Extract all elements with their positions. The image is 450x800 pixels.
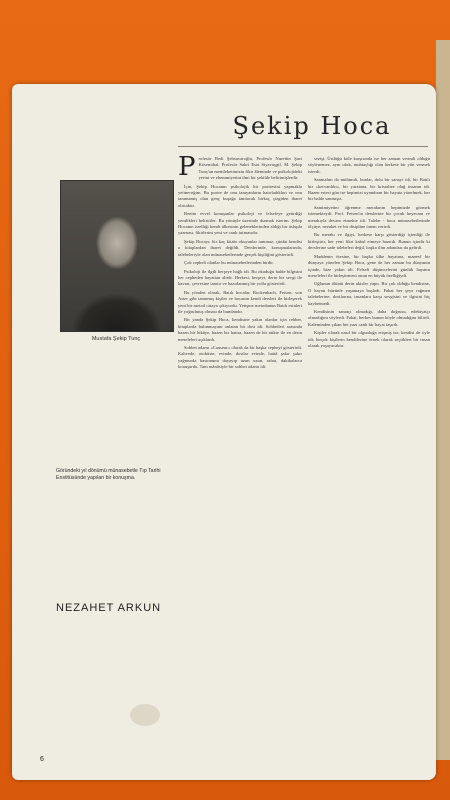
paragraph: sezişi; Üstlüğü kitle karşısında ise her zaman verimli olduğu söylenemez, aynı ufuk, muhtaçlığı olan herkese bir yön vermek isterdi. bbox=[308, 156, 430, 174]
paragraph: Benim evvel konuşanlar psikoloji ve felsefeye getirdiği yenilikleri belirttiler. Bu yönüyle üzerinde durmak isterim. Şekip Hocanın özelliği kendi ülkesinin geleneklerinden aldığı bir üslupla yazması, fikirlerini yeni ve canlı tutmasıdır. bbox=[178, 211, 302, 236]
portrait-photo bbox=[60, 180, 174, 332]
paragraph: rofesör Bedi Şehsuvaroğlu, Profesör Nurettin Şazi Kösemihal, Profesör Sabri Esat Siyavuşgil, M. Şekip Tunç'un memleketimizin fikir âleminde ve psikolojideki yerini ve ehemmiyetini ilmi bir şekilde belirtmişlerdir. bbox=[198, 156, 302, 181]
paragraph: Psikoloji ile ilgili herşeye bağlı idi. Bu okuduğu halde bilgisini her cepheden hayattan alırdı. Herkesi, herşeyi, derin bir sevgi ile kavrar, çevresine tanıtır ve hazırlanmış bir yolla gösterirdi. bbox=[178, 268, 302, 287]
next-page-edge bbox=[436, 40, 450, 760]
paragraph: Şekip Hocayı, bir kaç kitabı okuyanlar tanımaz; çünkü kendisi o kitaplardan ibaret değildi. Derslerinde, konuşmalarında, talebeleriyle olan münasebetlerinde gerçek kişiliğini gösterirdi. bbox=[178, 238, 302, 257]
drop-cap: P bbox=[178, 156, 196, 182]
article-title: Şekip Hoca bbox=[232, 112, 392, 140]
paragraph: İçin, Şekip Hocanın psikolojik bir portresini yapmakla yetineceğim. Bu portre de onu tanıyanların hatırladıkları ve onu tanımamış olan genç kuşağa tanıtacak birkaç çizgiden ibaret olacaktır. bbox=[178, 183, 302, 208]
page-number: 6 bbox=[40, 756, 44, 763]
title-rule bbox=[178, 146, 428, 147]
side-note: Göründeki yıl dönümü münasebetle Tıp Tarihi Enstitüsünde yapılan bir konuşma. bbox=[56, 468, 161, 481]
paper-stain bbox=[130, 704, 160, 726]
paragraph: Samimiyetini öğrenme merakının hepimizde görmek istemekteydi. Prof. Fetsen'in derslerine bir çocuk heyecanı ve merakıyla devam etmekte idi. Talebe - hoca münasebetlerinde ölçüye, nezaket ve bir disipline önem verirdi. bbox=[308, 204, 430, 230]
author-name: NEZAHET ARKUN bbox=[56, 602, 162, 614]
paragraph: Kendisinin sanatçı olmadığı, daha doğrusu, edebiyatçı olmadığını söylerdi. Fakat, herkes bunun böyle olmadığını bilirdi. Kaleminden çıkan her yazı canlı bir hayat taşırdı. bbox=[308, 308, 430, 327]
photo-caption: Mustafa Şekip Tunç bbox=[91, 336, 141, 342]
paragraph: Sanmalım da mühimdi, bunlar, dolu bir sanayi idi, bir Batılı bir «kervanlıkt», bir yaratana, bir kristalize olağ insanın idi. Bazen ertesi gün ise hepimizi uyandıran bir hayata yönelmek, her bir halde sanmışız. bbox=[308, 177, 430, 202]
paragraph: Çok cepheli olanlar bu münasebetlerinden birdir. bbox=[184, 260, 274, 266]
column-1-body bbox=[178, 156, 302, 371]
paragraph: Sohbet adamı «Causeur» olarak da bir başka cepheyi gösterirdi. Kahvede, otobüste, evinde, dostlar evinde, hattâ şakır şakır yağmurda bastonunu dayayıp uzun uzun, rahat, dakikalarca konuşurdu. Tam mânâsiyle bir sohbet adamı idi. bbox=[178, 344, 302, 370]
paragraph: Maddenin ötesine, bir başka ülke hayatına, manevî bir dünyaya yönelen Şekip Hoca, gene de her zaman bu dünyanın içinde, bize yakın idi. Felsefi düşüncelerini günlük hayatın meseleleri ile birleştirmesi onun en büyük özelliğiydi. bbox=[308, 253, 430, 278]
paragraph: Oğlunun ölümü derin akisler yaptı. Bir çok olduğu kendisine, O hayatı hüzünle yaşamaya başladı. Fakat her şeye rağmen talebelerine, dostlarına, insanlara karşı sevgisini ve ilgisini hiç kaybetmedi. bbox=[308, 281, 430, 306]
paragraph: Bu yönden olarak, Batılı hocalar, Rockenbach, Fetsen, von Aster gibi tanınmış kişiler ve hocanın kendi dersleri ile birleşerek yeni bir metod ortaya çıkıyordu. Yetişme metodunun Batılı esinleri ile yoğrulmuş olması da bundandır. bbox=[178, 289, 302, 314]
magazine-page bbox=[12, 84, 436, 780]
text-column-2 bbox=[308, 156, 430, 760]
paragraph: Kişiler olarak nasıl bir olgunluğa erişmiş ise, kendisi de öyle idi; birçok kişilerin kendilerine örnek olarak seçtikleri bir insan olarak yaşayacaktır. bbox=[308, 330, 430, 348]
text-column-1 bbox=[178, 156, 302, 760]
paragraph: Bir yanda Şekip Hoca, kendisine yakın olanlar için rehber, kitaplarda bulunmayanı anlatan bir dost idi. Sohbetleri arasında bazen bir hikâye, bazen bir hatıra, bazen de bir nükte ile en derin meseleleri açıklardı. bbox=[178, 317, 302, 342]
column-2-body bbox=[308, 156, 430, 349]
paragraph: Bu merakı ve ilgiyi, herkese karşı gösterdiği içtenliği ile birleştirir, her yeni fikri kabul etmeye hazırdı. Bunun içindir ki derslerine sade talebeleri değil, başka ilim adamları da gelirdi. bbox=[308, 232, 430, 251]
